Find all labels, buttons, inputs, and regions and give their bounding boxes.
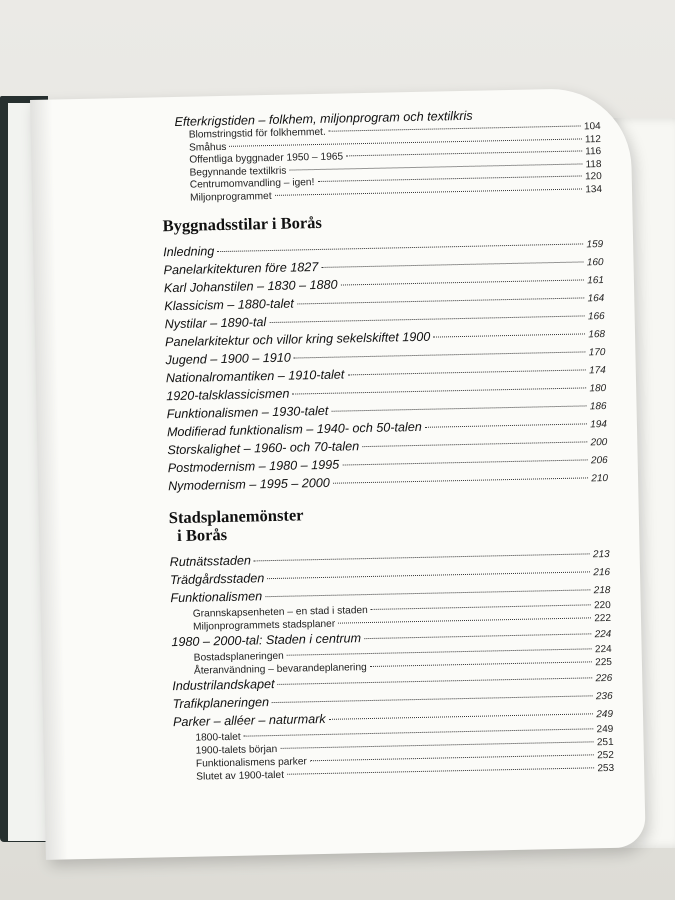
toc-entry-label: Karl Johanstilen – 1830 – 1880 <box>163 277 338 296</box>
toc-entry-label: Begynnande textilkris <box>189 165 287 179</box>
toc-entry-label: Panelarkitekturen före 1827 <box>163 260 319 278</box>
toc-dot-leader <box>294 350 586 358</box>
toc-entry-label: Jugend – 1900 – 1910 <box>165 350 291 368</box>
toc-page-number: 253 <box>597 762 615 775</box>
toc-dot-leader <box>341 278 585 285</box>
toc-entry-label: Funktionalismen <box>170 589 263 606</box>
toc-page-number: 174 <box>588 365 606 377</box>
toc-dot-leader <box>267 570 590 579</box>
toc-entry-label: Centrumomvandling – igen! <box>189 177 315 191</box>
toc-dot-leader <box>342 458 588 465</box>
toc-dot-leader <box>321 260 584 267</box>
toc-page-number: 249 <box>596 708 614 721</box>
toc-entry-label: Inledning <box>163 244 215 260</box>
toc-page-number: 200 <box>590 436 608 449</box>
toc-dot-leader <box>254 552 590 561</box>
toc-entry-label: 1980 – 2000-tal: Staden i centrum <box>171 631 362 650</box>
toc-entry-label: Industrilandskapet <box>172 677 275 694</box>
toc-page-number: 134 <box>585 183 603 195</box>
toc-page-number: 224 <box>594 643 612 656</box>
section-title-text: Byggnadsstilar i Borås <box>162 212 323 236</box>
section2-entry-list <box>170 546 615 785</box>
toc-dot-leader <box>346 149 582 156</box>
toc-page-number: 120 <box>584 171 602 183</box>
toc-dot-leader <box>347 368 586 375</box>
toc-entry-label: Funktionalismen – 1930-talet <box>166 403 329 422</box>
toc-page-number: 206 <box>590 454 608 467</box>
toc-entry-label: Småhus <box>188 141 227 154</box>
toc-entry-label: Klassicism – 1880-talet <box>164 296 294 314</box>
section-title-line2: i Borås <box>176 524 228 546</box>
toc-dot-leader <box>310 753 594 761</box>
section-heading-stadsplanemonster <box>169 500 610 545</box>
table-of-contents <box>160 106 614 785</box>
toc-page-number: 168 <box>588 329 606 341</box>
toc-page-number: 164 <box>587 293 605 305</box>
section1-entry-list <box>163 236 608 497</box>
section-title-line1: Stadsplanemönster <box>168 505 304 528</box>
toc-dot-leader <box>277 676 592 685</box>
toc-entry-label: Panelarkitektur och villor kring sekelskiftet 1900 <box>164 329 431 350</box>
toc-entry-label: Slutet av 1900-talet <box>196 769 285 783</box>
toc-page-number: 160 <box>586 257 604 269</box>
toc-dot-leader <box>317 174 582 182</box>
toc-page-number: 180 <box>589 382 607 395</box>
toc-page-number: 252 <box>597 749 614 762</box>
toc-entry-label: Postmodernism – 1980 – 1995 <box>167 457 340 476</box>
toc-page-number: 216 <box>593 566 611 579</box>
toc-entry-label: Nationalromantiken – 1910-talet <box>165 367 345 386</box>
toc-dot-leader <box>292 386 586 394</box>
toc-page-number: 210 <box>591 472 609 485</box>
toc-page-number: 159 <box>586 239 604 251</box>
toc-page-number: 112 <box>584 133 602 145</box>
toc-entry-label: Nystilar – 1890-tal <box>164 315 267 332</box>
intro-heading: Efterkrigstiden – folkhem, miljonprogram och textilkris <box>174 108 473 129</box>
toc-dot-leader <box>425 422 587 427</box>
toc-page-number: 213 <box>592 548 610 561</box>
toc-page-number: 166 <box>587 311 605 323</box>
intro-entry-list <box>161 121 602 205</box>
toc-dot-leader <box>331 404 587 411</box>
toc-entry-label: Miljonprogrammets stadsplaner <box>192 618 336 633</box>
toc-dot-leader <box>333 476 589 483</box>
toc-entry-label: Rutnätsstaden <box>169 553 252 570</box>
toc-page-number: 225 <box>595 656 613 669</box>
toc-entry-label: Miljonprogrammet <box>189 190 272 204</box>
toc-page-number: 104 <box>583 121 601 133</box>
toc-dot-leader <box>338 616 591 623</box>
toc-page-number: 249 <box>596 723 614 736</box>
toc-dot-leader <box>329 124 581 131</box>
toc-page-number: 218 <box>593 584 611 597</box>
toc-dot-leader <box>269 314 585 323</box>
toc-entry-label: Trädgårdsstaden <box>169 571 265 588</box>
toc-entry-label: 1920-talsklassicismen <box>166 386 290 404</box>
toc-entry-label: 1800-talet <box>195 731 241 744</box>
toc-page-number: 194 <box>590 418 608 431</box>
toc-dot-leader <box>364 632 592 639</box>
toc-dot-leader <box>297 296 585 304</box>
toc-dot-leader <box>265 588 591 597</box>
toc-dot-leader <box>272 694 593 703</box>
toc-dot-leader <box>433 332 585 337</box>
toc-entry-label: Grannskapsenheten – en stad i staden <box>192 605 368 620</box>
toc-entry-label: 1900-talets början <box>195 743 278 757</box>
toc-entry-label: Trafikplaneringen <box>172 695 270 712</box>
toc-entry-label: Bostadsplaneringen <box>193 650 284 664</box>
toc-page-number: 236 <box>595 690 613 703</box>
toc-entry-label: Modifierad funktionalism – 1940- och 50-talen <box>166 419 422 440</box>
toc-page-number: 251 <box>596 736 614 749</box>
section-heading-byggnadsstilar <box>162 208 602 235</box>
toc-page-number: 186 <box>589 400 607 413</box>
toc-entry-label: Offentliga byggnader 1950 – 1965 <box>189 151 344 166</box>
toc-entry-label: Blomstringstid för folkhemmet. <box>188 126 326 141</box>
toc-dot-leader <box>362 440 587 447</box>
toc-page-number: 116 <box>585 146 602 158</box>
toc-page-number: 170 <box>588 347 606 359</box>
toc-page-number: 222 <box>594 612 612 625</box>
toc-dot-leader <box>329 712 594 720</box>
toc-page-number: 118 <box>585 158 602 170</box>
toc-entry-label: Nymodernism – 1995 – 2000 <box>167 475 330 494</box>
toc-page-number: 224 <box>594 628 612 641</box>
toc-dot-leader <box>217 242 583 252</box>
toc-dot-leader <box>370 660 593 667</box>
toc-dot-leader <box>289 162 582 170</box>
toc-page-number: 161 <box>587 275 605 287</box>
book-page <box>30 87 646 859</box>
toc-entry-label: Storskalighet – 1960- och 70-talen <box>167 439 360 458</box>
toc-dot-leader <box>371 603 591 610</box>
toc-page-number: 226 <box>595 672 613 685</box>
toc-page-number: 220 <box>593 599 611 612</box>
toc-entry-label: Parker – alléer – naturmark <box>172 711 326 730</box>
toc-entry-label: Återanvändning – bevarandeplanering <box>193 662 367 677</box>
toc-entry-label: Funktionalismens parker <box>195 756 308 770</box>
